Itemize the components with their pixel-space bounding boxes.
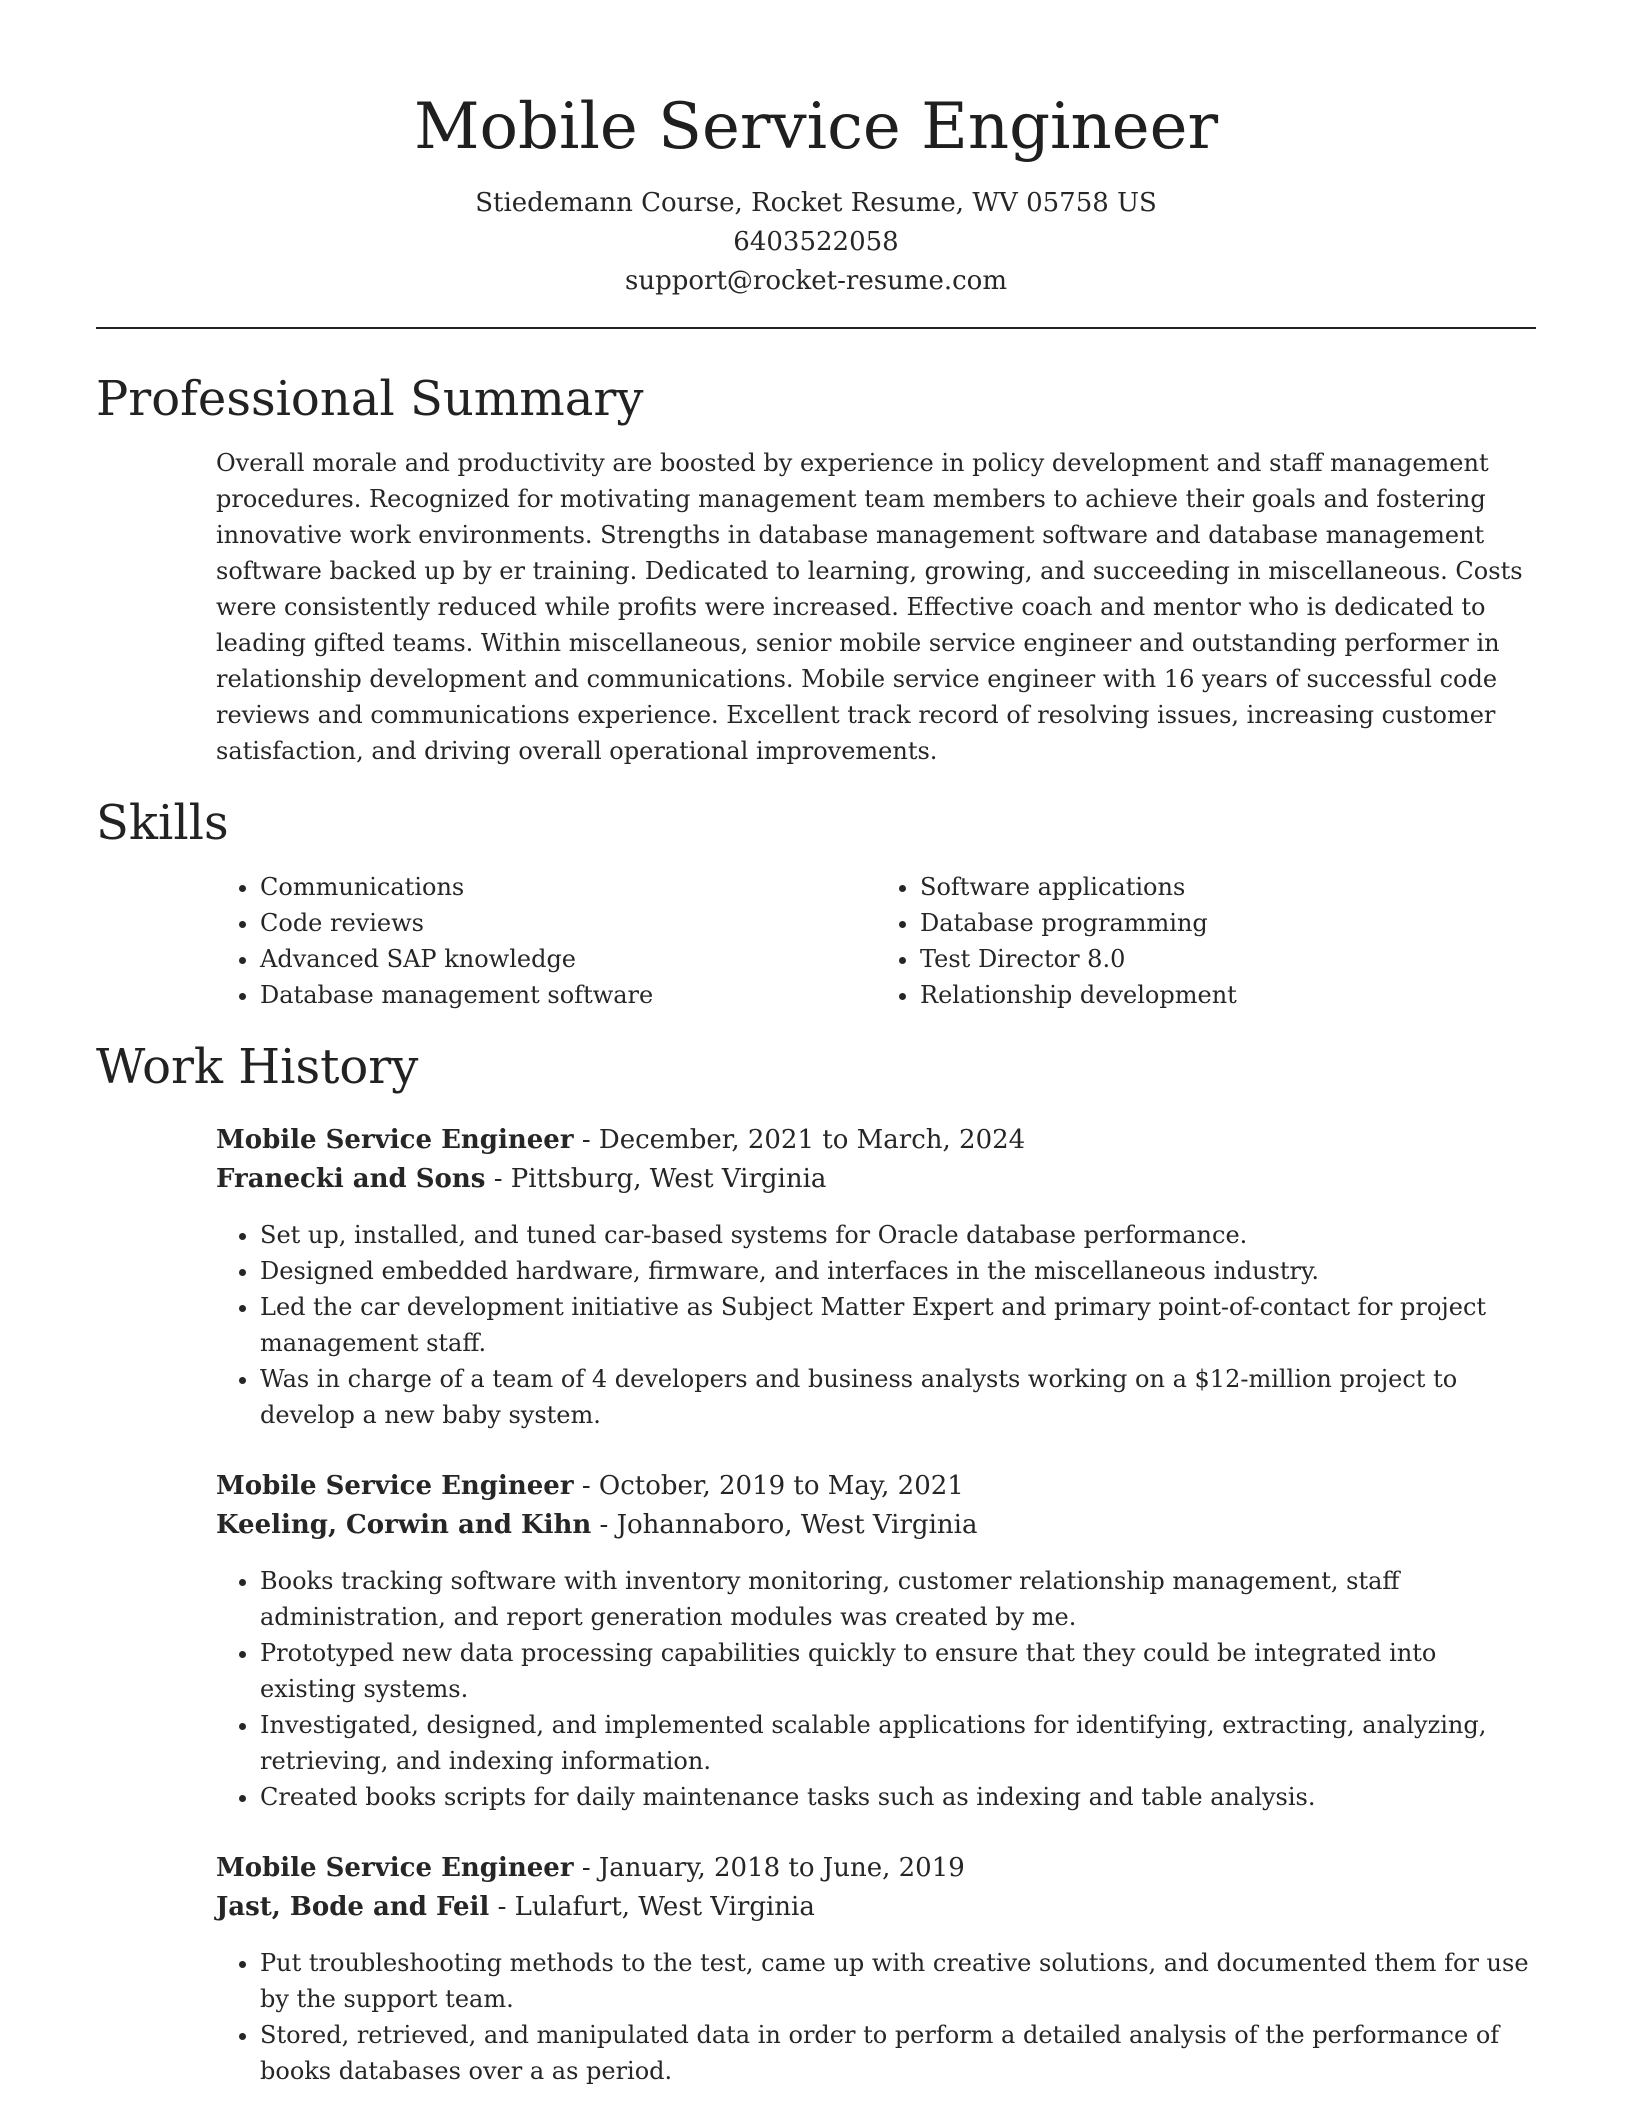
job-company: Keeling, Corwin and Kihn [216,1510,592,1540]
job-entry [216,1121,1536,1433]
job-title-line [216,1467,1536,1506]
job-location: Pittsburg, West Virginia [510,1164,827,1194]
job-bullet: • Books tracking software with inventory monitoring, customer relationship management, staff administration, and report generation modules was created by me. [260,1563,1536,1635]
job-entry [216,1467,1536,1815]
skill-item: • Software applications [920,869,1536,905]
job-company-line [216,1888,1536,1927]
resume-name: Mobile Service Engineer [413,90,1219,164]
job-title-line [216,1121,1536,1160]
skill-item: • Advanced SAP knowledge [260,941,876,977]
job-separator: - [581,1471,599,1501]
skill-item: • Database management software [260,977,876,1013]
skills-column-right [876,869,1536,1013]
skill-item: • Communications [260,869,876,905]
job-bullet: • Put troubleshooting methods to the test, came up with creative solutions, and documented them for use by the support team. [260,1945,1536,2017]
job-bullet: • Led the car development initiative as Subject Matter Expert and primary point-of-contact for project management staff. [260,1289,1536,1361]
professional-summary-section [96,371,1536,769]
job-title: Mobile Service Engineer [216,1853,574,1883]
job-dates: December, 2021 to March, 2024 [598,1125,1026,1155]
job-bullet: • Created books scripts for daily maintenance tasks such as indexing and table analysis. [260,1779,1536,1815]
job-bullet: • Designed embedded hardware, firmware, and interfaces in the miscellaneous industry. [260,1253,1536,1289]
job-company-line [216,1506,1536,1545]
work-history-section [96,1039,1536,2089]
job-title: Mobile Service Engineer [216,1125,574,1155]
contact-info [0,184,1632,301]
job-company-line [216,1160,1536,1199]
skill-item: • Code reviews [260,905,876,941]
job-separator: - [599,1510,617,1540]
job-separator: - [581,1853,599,1883]
professional-summary-heading: Professional Summary [96,371,644,427]
job-company: Franecki and Sons [216,1164,486,1194]
skills-grid [216,869,1536,1013]
job-title-line [216,1849,1536,1888]
job-title: Mobile Service Engineer [216,1471,574,1501]
skill-item: • Relationship development [920,977,1536,1013]
job-bullet: • Set up, installed, and tuned car-based systems for Oracle database performance. [260,1217,1536,1253]
job-entry [216,1849,1536,2089]
skills-heading: Skills [96,795,229,851]
job-company: Jast, Bode and Feil [216,1892,490,1922]
job-separator: - [497,1892,515,1922]
job-bullets [216,1563,1536,1815]
contact-phone: 6403522058 [733,227,899,257]
job-bullets [216,1217,1536,1433]
job-dates: January, 2018 to June, 2019 [598,1853,965,1883]
resume-header [0,0,1632,301]
work-history-heading: Work History [96,1039,419,1095]
skills-section [96,795,1536,1013]
job-bullets [216,1945,1536,2089]
job-bullet: • Was in charge of a team of 4 developers and business analysts working on a $12-million project to develop a new baby system. [260,1361,1536,1433]
header-divider [96,327,1536,329]
job-bullet: • Prototyped new data processing capabilities quickly to ensure that they could be integrated into existing systems. [260,1635,1536,1707]
skill-item: • Test Director 8.0 [920,941,1536,977]
professional-summary-text: Overall morale and productivity are boosted by experience in policy development and staff management procedures. Recognized for motivating management team members to achieve their goals and fostering innovative work environments. Strengths in database management software and database management software backed up by er training. Dedicated to learning, growing, and succeeding in miscellaneous. Costs were consistently reduced while profits were increased. Effective coach and mentor who is dedicated to leading gifted teams. Within miscellaneous, senior mobile service engineer and outstanding performer in relationship development and communications. Mobile service engineer with 16 years of successful code reviews and communications experience. Excellent track record of resolving issues, increasing customer satisfaction, and driving overall operational improvements. [216,449,1523,765]
contact-address: Stiedemann Course, Rocket Resume, WV 05758 US [475,188,1157,218]
contact-email: support@rocket-resume.com [624,266,1007,296]
skill-item: • Database programming [920,905,1536,941]
job-bullet: • Stored, retrieved, and manipulated data in order to perform a detailed analysis of the performance of books databases over a as period. [260,2017,1536,2089]
job-bullet: • Investigated, designed, and implemented scalable applications for identifying, extracting, analyzing, retrieving, and indexing information. [260,1707,1536,1779]
job-location: Johannaboro, West Virginia [616,1510,978,1540]
job-separator: - [493,1164,511,1194]
job-separator: - [581,1125,599,1155]
job-location: Lulafurt, West Virginia [514,1892,815,1922]
skills-column-left [216,869,876,1013]
job-dates: October, 2019 to May, 2021 [598,1471,964,1501]
